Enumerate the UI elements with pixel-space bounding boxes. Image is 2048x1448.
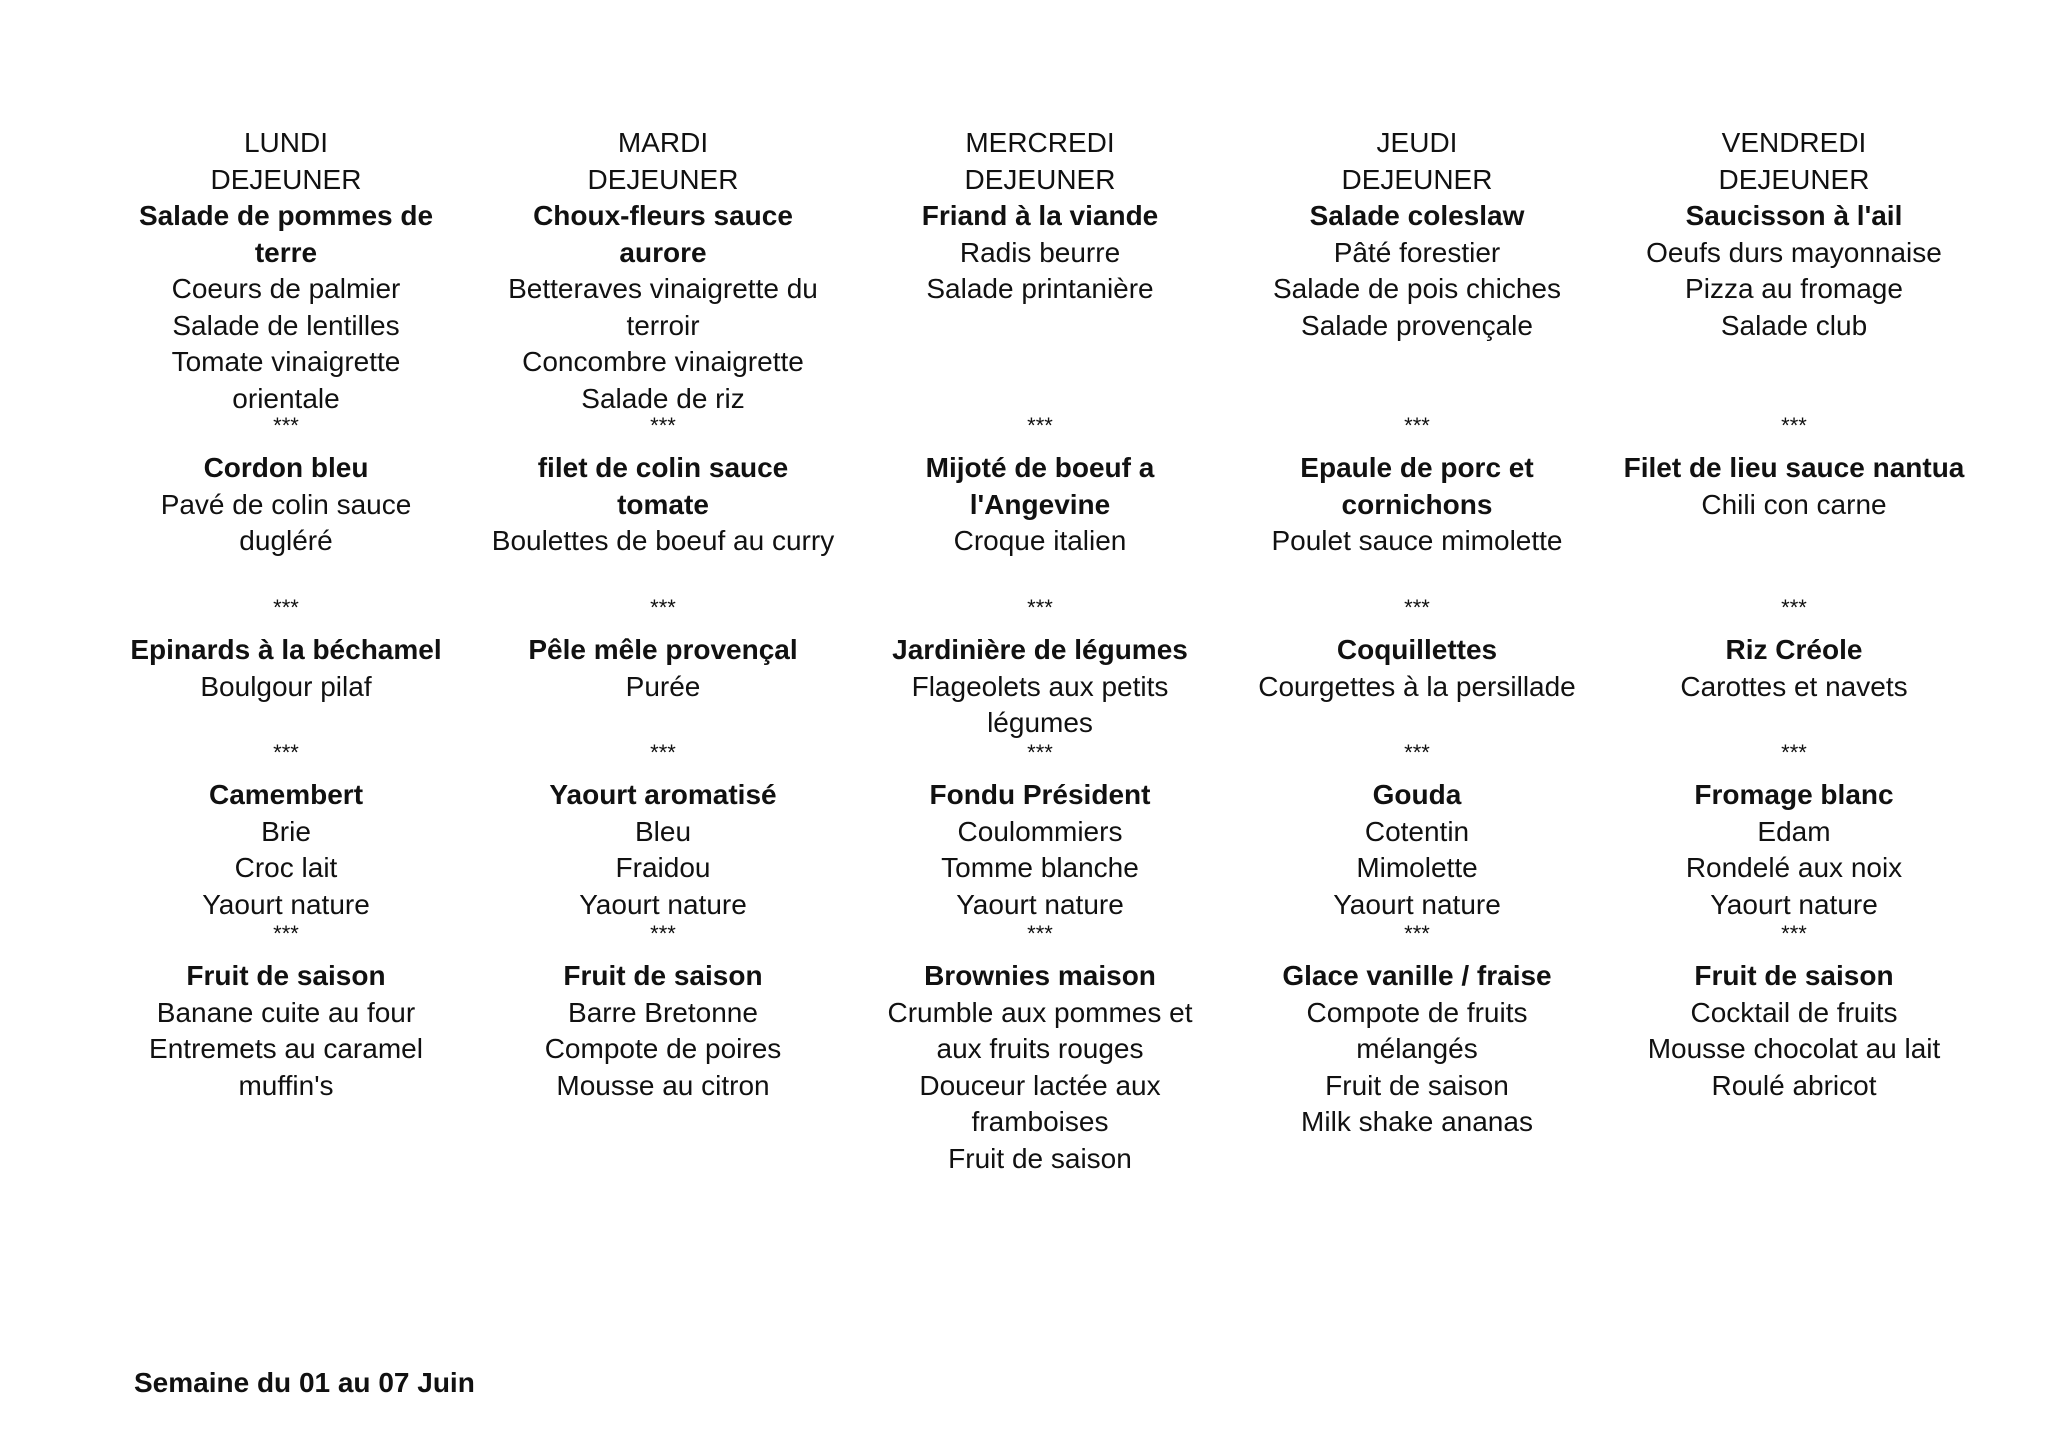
mains-section	[854, 450, 1226, 560]
dish: Douceur lactée aux	[919, 1069, 1161, 1101]
dish: Oeufs durs mayonnaise	[1646, 236, 1942, 268]
cheeses-section	[854, 777, 1226, 923]
separator: ***	[1027, 921, 1053, 946]
dish-highlight: Jardinière de légumes	[892, 634, 1188, 665]
starters-section	[1231, 198, 1603, 344]
day-header	[854, 125, 1226, 198]
day-name: MERCREDI	[965, 127, 1115, 158]
dish: Coulommiers	[957, 815, 1123, 847]
dish: Tomme blanche	[941, 852, 1139, 883]
dish-highlight: Epinards à la béchamel	[130, 634, 442, 665]
dish: Salade printanière	[926, 273, 1154, 304]
dish-highlight: Fruit de saison	[563, 960, 763, 991]
dish: Bleu	[634, 815, 692, 847]
separator: ***	[1781, 740, 1807, 765]
dish: Mimolette	[1356, 852, 1478, 883]
dish: Yaourt nature	[202, 888, 370, 920]
dish: Chili con carne	[1701, 488, 1887, 520]
sides-section	[854, 632, 1226, 742]
mains-section	[477, 450, 849, 560]
separator: ***	[273, 413, 299, 438]
dish-highlight: Camembert	[208, 779, 364, 810]
cheeses-section	[100, 777, 472, 923]
dish: Courgettes à la persillade	[1258, 670, 1576, 702]
dish: Tomate vinaigrette	[171, 346, 401, 377]
separator: ***	[1404, 595, 1430, 620]
day-header	[1231, 125, 1603, 198]
dish-highlight: Salade de pommes de	[138, 200, 434, 231]
separator: ***	[1404, 740, 1430, 765]
mains-section	[100, 450, 472, 560]
dish: Crumble aux pommes et	[887, 996, 1193, 1028]
dish: Milk shake ananas	[1301, 1106, 1533, 1137]
day-header	[1608, 125, 1980, 198]
dish-highlight: Fromage blanc	[1694, 779, 1894, 810]
dish: Banane cuite au four	[156, 996, 416, 1028]
dish: Rondelé aux noix	[1685, 852, 1903, 883]
day-name: MARDI	[617, 127, 709, 158]
dish: Pâté forestier	[1333, 236, 1501, 268]
dish-highlight: Filet de lieu sauce nantua	[1623, 452, 1965, 483]
dish: muffin's	[238, 1069, 334, 1101]
dish: Cocktail de fruits	[1690, 996, 1898, 1028]
separator: ***	[650, 595, 676, 620]
dish: Salade de riz	[581, 382, 745, 414]
dish: dugléré	[239, 525, 333, 556]
dish: Yaourt nature	[579, 888, 747, 920]
dish-highlight: cornichons	[1341, 488, 1493, 520]
sides-section	[1608, 632, 1980, 705]
meal-name: DEJEUNER	[587, 163, 739, 195]
dish: Yaourt nature	[956, 888, 1124, 920]
dish: Concombre vinaigrette	[522, 346, 804, 377]
dish: Roulé abricot	[1711, 1069, 1877, 1101]
dish: Salade provençale	[1301, 309, 1533, 341]
dish: Yaourt nature	[1333, 888, 1501, 920]
dish: Croque italien	[953, 525, 1127, 556]
separator: ***	[1027, 413, 1053, 438]
separator: ***	[273, 740, 299, 765]
dish-highlight: Pêle mêle provençal	[528, 634, 798, 665]
day-name: JEUDI	[1376, 127, 1458, 158]
cheeses-section	[1608, 777, 1980, 923]
week-label: Semaine du 01 au 07 Juin	[134, 1367, 475, 1398]
dish-highlight: Glace vanille / fraise	[1282, 960, 1552, 991]
dish: Mousse chocolat au lait	[1647, 1033, 1941, 1064]
dish: Cotentin	[1364, 815, 1470, 847]
separator: ***	[1027, 740, 1053, 765]
dish: framboises	[971, 1106, 1109, 1137]
desserts-section	[477, 958, 849, 1104]
dish-highlight: Fruit de saison	[1694, 960, 1894, 991]
dish: Poulet sauce mimolette	[1271, 525, 1563, 556]
dish: Pizza au fromage	[1685, 273, 1903, 304]
dish: Salade club	[1720, 309, 1868, 341]
dish: aux fruits rouges	[936, 1033, 1144, 1064]
separator: ***	[1781, 413, 1807, 438]
sides-section	[1231, 632, 1603, 705]
starters-section	[100, 198, 472, 417]
day-header	[100, 125, 472, 198]
dish: Flageolets aux petits	[911, 670, 1169, 702]
dish-highlight: Friand à la viande	[921, 200, 1159, 231]
day-name: VENDREDI	[1721, 127, 1867, 158]
dish: Compote de poires	[544, 1033, 782, 1064]
separator: ***	[650, 921, 676, 946]
dish: Radis beurre	[959, 236, 1121, 268]
separator: ***	[650, 413, 676, 438]
cheeses-section	[477, 777, 849, 923]
meal-name: DEJEUNER	[210, 163, 362, 195]
dish: Compote de fruits	[1306, 996, 1528, 1028]
separator: ***	[273, 921, 299, 946]
dish: Coeurs de palmier	[171, 273, 401, 304]
dish-highlight: terre	[254, 236, 318, 268]
dish-highlight: Fondu Président	[929, 779, 1151, 810]
dish: Entremets au caramel	[149, 1033, 423, 1064]
dish: Fruit de saison	[948, 1142, 1132, 1174]
day-name: LUNDI	[243, 127, 328, 158]
dish: Salade de pois chiches	[1273, 273, 1561, 304]
dish: Salade de lentilles	[172, 309, 400, 341]
dish-highlight: Saucisson à l'ail	[1685, 200, 1903, 231]
desserts-section	[100, 958, 472, 1104]
dish: Croc lait	[234, 852, 338, 883]
dish-highlight: Brownies maison	[924, 960, 1156, 991]
meal-name: DEJEUNER	[1341, 163, 1493, 195]
mains-section	[1231, 450, 1603, 560]
weekly-menu	[0, 125, 2048, 1225]
dish: Pavé de colin sauce	[160, 488, 412, 520]
separator: ***	[1781, 595, 1807, 620]
dish-highlight: Epaule de porc et	[1300, 452, 1534, 483]
dish-highlight: l'Angevine	[969, 488, 1111, 520]
dish-highlight: Mijoté de boeuf a	[925, 452, 1155, 483]
desserts-section	[854, 958, 1226, 1177]
dish: Purée	[625, 670, 701, 702]
dish-highlight: Cordon bleu	[203, 452, 369, 483]
dish-highlight: aurore	[619, 236, 707, 268]
dish: mélangés	[1356, 1033, 1478, 1064]
dish-highlight: Gouda	[1372, 779, 1462, 810]
dish: Fraidou	[615, 852, 711, 883]
starters-section	[854, 198, 1226, 308]
separator: ***	[650, 740, 676, 765]
dish-highlight: Choux-fleurs sauce	[533, 200, 793, 231]
desserts-section	[1608, 958, 1980, 1104]
dish-highlight: tomate	[617, 488, 709, 520]
day-header	[477, 125, 849, 198]
mains-section	[1608, 450, 1980, 523]
sides-section	[477, 632, 849, 705]
dish: Fruit de saison	[1325, 1069, 1509, 1101]
separator: ***	[1404, 413, 1430, 438]
dish-highlight: Fruit de saison	[186, 960, 386, 991]
dish-highlight: Coquillettes	[1336, 634, 1498, 665]
meal-name: DEJEUNER	[1718, 163, 1870, 195]
sides-section	[100, 632, 472, 705]
dish: Boulgour pilaf	[200, 670, 372, 702]
cheeses-section	[1231, 777, 1603, 923]
dish: Carottes et navets	[1680, 670, 1908, 702]
dish: orientale	[232, 382, 340, 414]
separator: ***	[1404, 921, 1430, 946]
desserts-section	[1231, 958, 1603, 1141]
dish: Yaourt nature	[1710, 888, 1878, 920]
dish: Barre Bretonne	[568, 996, 758, 1028]
dish: terroir	[626, 309, 700, 341]
dish-highlight: Riz Créole	[1725, 634, 1863, 665]
dish: Boulettes de boeuf au curry	[491, 525, 835, 556]
dish-highlight: filet de colin sauce	[537, 452, 789, 483]
dish: légumes	[987, 707, 1093, 738]
dish: Edam	[1757, 815, 1831, 847]
separator: ***	[273, 595, 299, 620]
meal-name: DEJEUNER	[964, 163, 1116, 195]
dish-highlight: Yaourt aromatisé	[549, 779, 777, 810]
dish: Brie	[261, 815, 311, 847]
dish: Mousse au citron	[556, 1069, 770, 1101]
starters-section	[1608, 198, 1980, 344]
dish-highlight: Salade coleslaw	[1309, 200, 1525, 231]
dish: Betteraves vinaigrette du	[508, 273, 818, 304]
separator: ***	[1781, 921, 1807, 946]
separator: ***	[1027, 595, 1053, 620]
starters-section	[477, 198, 849, 417]
